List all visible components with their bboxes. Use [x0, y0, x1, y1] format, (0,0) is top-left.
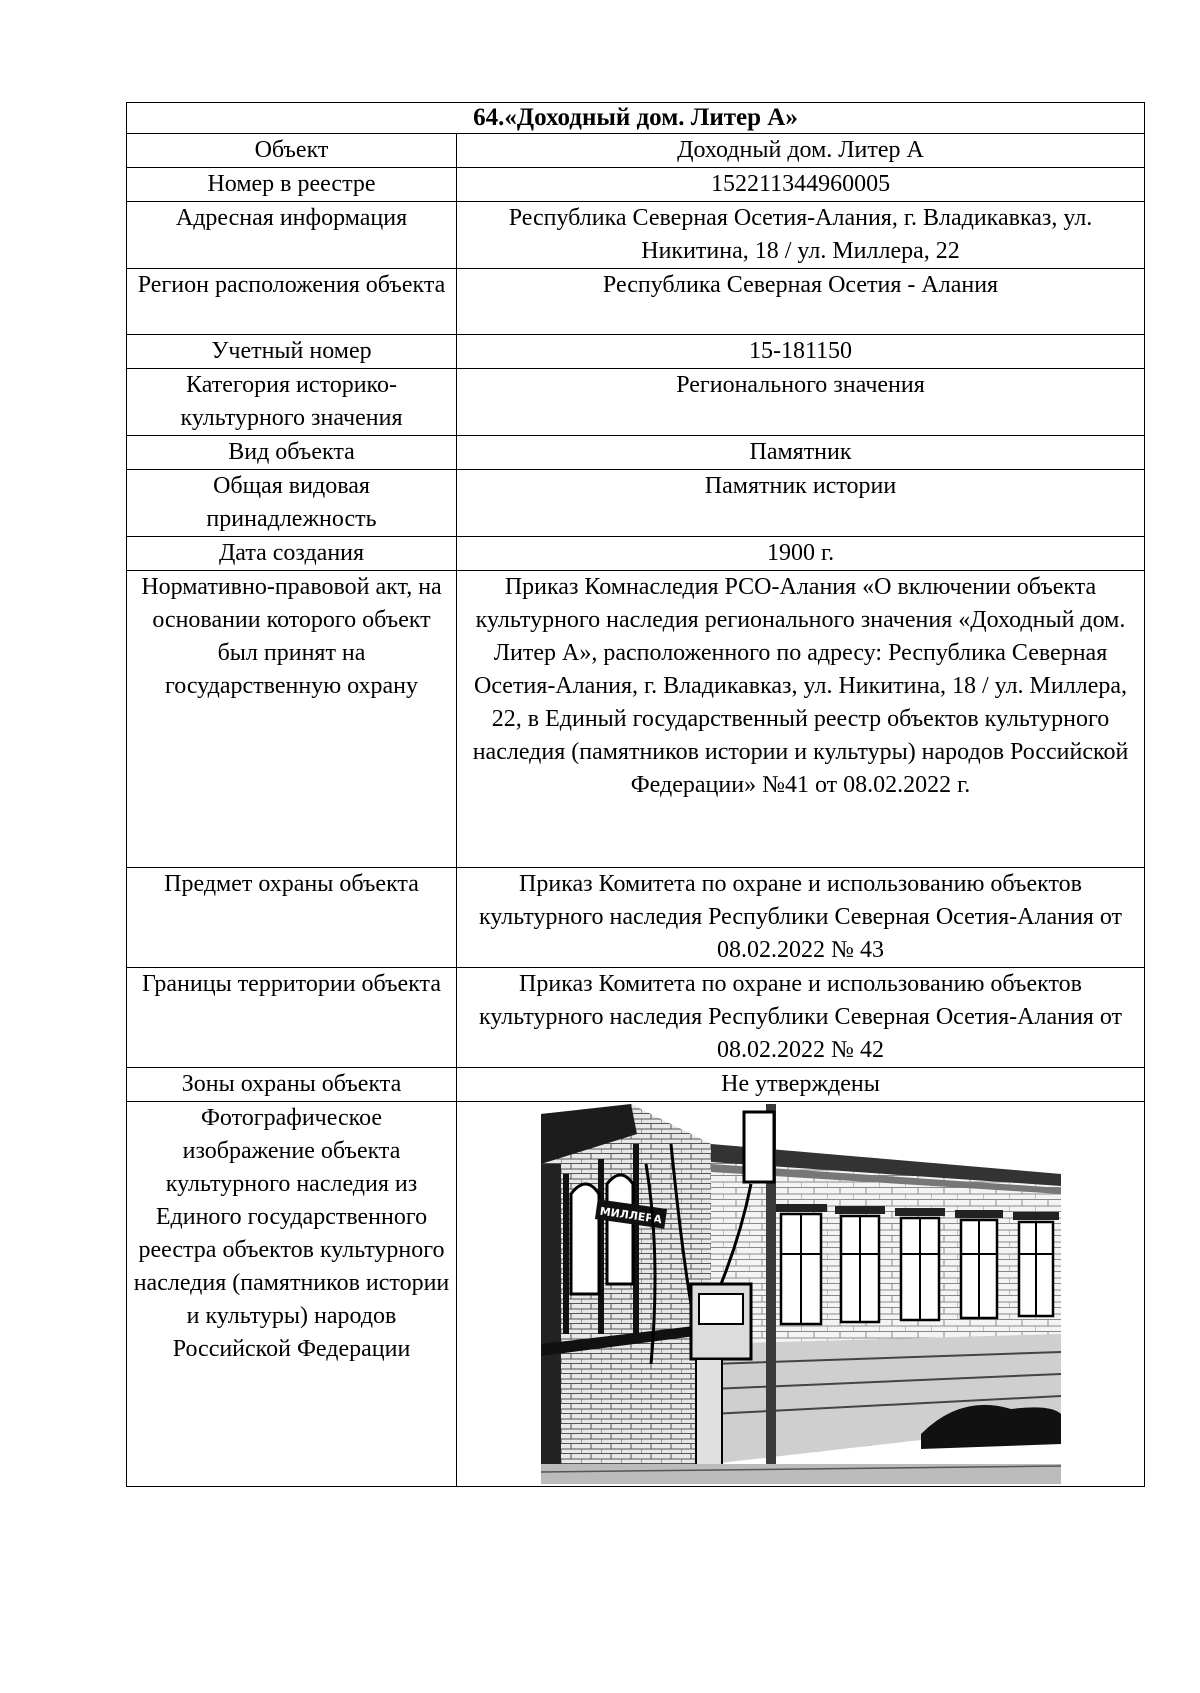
- table-row: [127, 335, 1145, 369]
- heritage-object-table: [126, 102, 1145, 1487]
- row-value-photo: [457, 1102, 1145, 1487]
- row-label-region: Регион расположения объекта: [127, 269, 457, 335]
- table-title: 64.«Доходный дом. Литер А»: [127, 103, 1145, 134]
- table-row: [127, 436, 1145, 470]
- table-row: [127, 571, 1145, 868]
- row-value-protection-zones: Не утверждены: [457, 1068, 1145, 1102]
- row-value-account-number: 15-181150: [457, 335, 1145, 369]
- row-label-general-type: Общая видовая принадлежность: [127, 470, 457, 537]
- row-label-protection-zones: Зоны охраны объекта: [127, 1068, 457, 1102]
- row-label-object: Объект: [127, 134, 457, 168]
- row-value-object: Доходный дом. Литер А: [457, 134, 1145, 168]
- row-value-address: Республика Северная Осетия-Алания, г. Владикавказ, ул. Никитина, 18 / ул. Миллера, 22: [457, 202, 1145, 269]
- table-row: [127, 369, 1145, 436]
- table-row: [127, 134, 1145, 168]
- row-label-address: Адресная информация: [127, 202, 457, 269]
- row-label-registry-number: Номер в реестре: [127, 168, 457, 202]
- row-label-photo: Фотографическое изображение объекта культурного наследия из Единого государственного реестра объектов культурного наследия (памятников истории и культуры) народов Российской Федерации: [127, 1102, 457, 1487]
- building-photo-image: [541, 1104, 1061, 1484]
- row-value-object-type: Памятник: [457, 436, 1145, 470]
- table-row: [127, 202, 1145, 269]
- table-row: [127, 868, 1145, 968]
- row-label-creation-date: Дата создания: [127, 537, 457, 571]
- row-value-registry-number: 152211344960005: [457, 168, 1145, 202]
- row-value-creation-date: 1900 г.: [457, 537, 1145, 571]
- table-row: [127, 470, 1145, 537]
- object-photo: [541, 1104, 1061, 1484]
- row-value-category: Регионального значения: [457, 369, 1145, 436]
- table-row: [127, 537, 1145, 571]
- street-sign-text: МИЛЛЕРА: [598, 1204, 663, 1227]
- row-label-object-type: Вид объекта: [127, 436, 457, 470]
- row-label-territory-borders: Границы территории объекта: [127, 968, 457, 1068]
- table-row: [127, 168, 1145, 202]
- row-label-category: Категория историко-культурного значения: [127, 369, 457, 436]
- row-value-region: Республика Северная Осетия - Алания: [457, 269, 1145, 335]
- table-title-row: [127, 103, 1145, 134]
- table-row: [127, 1102, 1145, 1487]
- row-label-protection-subject: Предмет охраны объекта: [127, 868, 457, 968]
- row-label-legal-act: Нормативно-правовой акт, на основании которого объект был принят на государственную охрану: [127, 571, 457, 868]
- row-value-general-type: Памятник истории: [457, 470, 1145, 537]
- row-value-territory-borders: Приказ Комитета по охране и использованию объектов культурного наследия Республики Северная Осетия-Алания от 08.02.2022 № 42: [457, 968, 1145, 1068]
- table-row: [127, 1068, 1145, 1102]
- row-label-account-number: Учетный номер: [127, 335, 457, 369]
- row-value-protection-subject: Приказ Комитета по охране и использованию объектов культурного наследия Республики Северная Осетия-Алания от 08.02.2022 № 43: [457, 868, 1145, 968]
- table-row: [127, 968, 1145, 1068]
- row-value-legal-act: Приказ Комнаследия РСО-Алания «О включении объекта культурного наследия регионального значения «Доходный дом. Литер А», расположенного по адресу: Республика Северная Осетия-Алания, г. Владикавказ, ул. Никитина, 18 / ул. Миллера, 22, в Единый государственный реестр объектов культурного наследия (памятников истории и культуры) народов Российской Федерации» №41 от 08.02.2022 г.: [457, 571, 1145, 868]
- table-row: [127, 269, 1145, 335]
